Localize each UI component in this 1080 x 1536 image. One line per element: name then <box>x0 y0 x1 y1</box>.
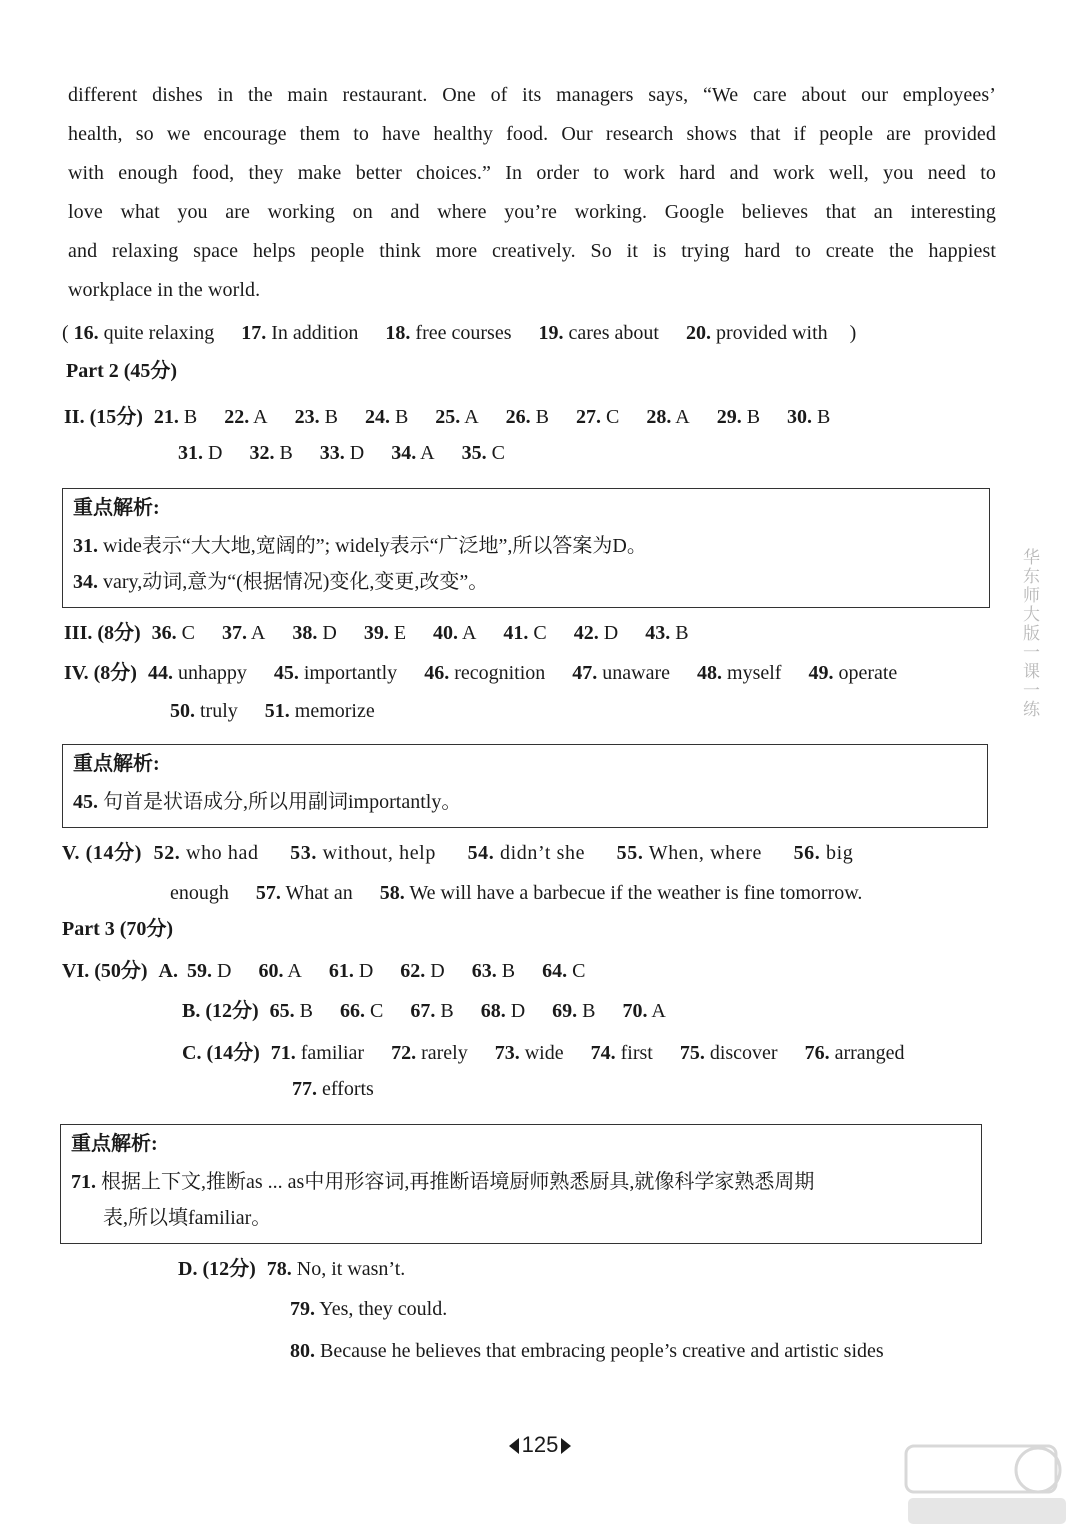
answer-item: 63. B <box>471 960 516 982</box>
answer-item: 77. efforts <box>292 1078 374 1100</box>
answer-item: 19. cares about <box>538 322 659 344</box>
page-number: 125 <box>0 1432 1080 1458</box>
passage-line: health, so we encourage them to have healthy food. Our research shows that if people are provided <box>68 123 996 145</box>
continued-text: enough <box>170 882 229 904</box>
passage-line: workplace in the world. <box>68 279 261 301</box>
answer-item: 75. discover <box>679 1042 778 1064</box>
answer-item: 79. Yes, they could. <box>290 1298 448 1320</box>
section-label: IV. (8分) <box>64 662 137 684</box>
subsection-label: C. (14分) <box>182 1042 260 1064</box>
answer-item: 56. big <box>793 842 854 864</box>
answer-item: 20. provided with <box>686 322 828 344</box>
answer-item: 55. When, where <box>616 842 762 864</box>
section-vi-a <box>62 958 585 984</box>
section-label: V. (14分) <box>62 842 142 864</box>
answer-item: 61. D <box>328 960 374 982</box>
answer-item: 74. first <box>590 1042 653 1064</box>
section-label: III. (8分) <box>64 622 141 644</box>
answer-item: 30. B <box>787 406 831 428</box>
answer-item: 57. What an <box>255 882 353 904</box>
answer-item: 42. D <box>573 622 619 644</box>
answer-item: 17. In addition <box>241 322 359 344</box>
answer-item: 35. C <box>461 442 505 464</box>
answer-item: 53. without, help <box>290 842 436 864</box>
section-v-row2 <box>170 880 862 906</box>
answer-item: 29. B <box>716 406 761 428</box>
answer-item: 80. Because he believes that embracing people’s creative and artistic sides <box>290 1340 884 1362</box>
section-label: VI. (50分) <box>62 960 148 982</box>
answer-item: 64. C <box>542 960 586 982</box>
answer-item: 31. D <box>178 442 223 464</box>
answer-item: 41. C <box>503 622 547 644</box>
answer-item: 39. E <box>363 622 407 644</box>
answer-item: 54. didn’t she <box>467 842 586 864</box>
answer-item: 18. free courses <box>385 322 512 344</box>
answer-item: 27. C <box>575 406 620 428</box>
section-vi-b <box>182 998 666 1024</box>
passage-line: different dishes in the main restaurant. One of its managers says, “We care about our employees’ <box>68 84 996 106</box>
answer-item: 62. D <box>400 960 445 982</box>
answer-item: 69. B <box>552 1000 596 1022</box>
answer-item: 47. unaware <box>572 662 671 684</box>
watermark-logo-icon <box>902 1440 1072 1528</box>
answer-item: 16. quite relaxing <box>73 322 215 344</box>
section-vi-c-row2 <box>292 1076 374 1102</box>
analysis-box <box>62 744 988 828</box>
section-vi-d-row3 <box>290 1338 884 1364</box>
analysis-heading: 重点解析: <box>73 497 160 519</box>
answer-item: 48. myself <box>697 662 782 684</box>
passage-line: love what you are working on and where you’re working. Google believes that an interesting <box>68 201 996 223</box>
answer-item: 66. C <box>340 1000 384 1022</box>
section-label: II. (15分) <box>64 406 143 428</box>
answer-item: 45. importantly <box>273 662 398 684</box>
section-ii-row1 <box>64 404 830 430</box>
answer-item: 43. B <box>645 622 689 644</box>
analysis-heading: 重点解析: <box>73 753 160 775</box>
answer-item: 67. B <box>410 1000 454 1022</box>
answer-item: 44. unhappy <box>147 662 247 684</box>
answer-item: 78. No, it wasn’t. <box>266 1258 406 1280</box>
section-iv-row2 <box>170 698 375 724</box>
answer-item: 46. recognition <box>424 662 546 684</box>
answer-item: 71. familiar <box>270 1042 365 1064</box>
section-v-row1 <box>62 840 853 866</box>
answer-item: 32. B <box>249 442 293 464</box>
answer-item: 26. B <box>505 406 549 428</box>
section-iii <box>64 620 689 646</box>
answer-item: 76. arranged <box>804 1042 905 1064</box>
passage-line: and relaxing space helps people think more creatively. So it is trying hard to create the happiest <box>68 240 996 262</box>
subsection-label: B. (12分) <box>182 1000 259 1022</box>
right-triangle-icon <box>561 1438 571 1454</box>
passage-line: with enough food, they make better choices.” In order to work hard and work well, you need to <box>68 162 996 184</box>
section-iv-row1 <box>64 660 897 686</box>
section-vi-c-row1 <box>182 1040 905 1066</box>
analysis-box <box>60 1124 982 1244</box>
answer-item: 40. A <box>433 622 477 644</box>
section-ii-row2 <box>178 440 505 466</box>
section-vi-d-row1 <box>178 1256 405 1282</box>
answer-item: 72. rarely <box>391 1042 468 1064</box>
answer-item: 58. We will have a barbecue if the weather is fine tomorrow. <box>379 882 863 904</box>
subsection-label: A. <box>158 960 178 982</box>
analysis-line: 表,所以填familiar。 <box>103 1207 272 1229</box>
answer-item: 73. wide <box>494 1042 564 1064</box>
passage <box>68 76 996 310</box>
answer-item: 37. A <box>222 622 266 644</box>
answer-item: 22. A <box>224 406 268 428</box>
answer-item: 33. D <box>319 442 365 464</box>
answer-item: 36. C <box>151 622 196 644</box>
paren-open: ( <box>62 322 69 344</box>
answer-item: 65. B <box>269 1000 314 1022</box>
part3-heading: Part 3 (70分) <box>62 918 174 940</box>
answer-item: 38. D <box>292 622 337 644</box>
answer-item: 49. operate <box>808 662 898 684</box>
answer-item: 68. D <box>480 1000 526 1022</box>
analysis-heading: 重点解析: <box>71 1133 158 1155</box>
paren-close: ) <box>849 322 857 344</box>
answer-item: 52. who had <box>153 842 259 864</box>
answer-item: 70. A <box>622 1000 666 1022</box>
analysis-line: 45. 句首是状语成分,所以用副词importantly。 <box>73 791 462 813</box>
analysis-line: 71. 根据上下文,推断as ... as中用形容词,再推断语境厨师熟悉厨具,就像科学家熟悉周期 <box>71 1171 815 1193</box>
answer-item: 23. B <box>294 406 338 428</box>
subsection-label: D. (12分) <box>178 1258 256 1280</box>
answer-item: 50. truly <box>170 700 238 722</box>
section-vi-d-row2 <box>290 1296 447 1322</box>
answer-item: 51. memorize <box>264 700 375 722</box>
left-triangle-icon <box>509 1438 519 1454</box>
part2-heading: Part 2 (45分) <box>66 360 178 382</box>
analysis-line: 31. wide表示“大大地,宽阔的”; widely表示“广泛地”,所以答案为D。 <box>73 535 647 557</box>
answer-item: 60. A <box>258 960 302 982</box>
answers-16-20 <box>62 320 856 346</box>
answer-item: 21. B <box>153 406 198 428</box>
analysis-line: 34. vary,动词,意为“(根据情况)变化,变更,改变”。 <box>73 571 489 593</box>
answer-item: 59. D <box>187 960 232 982</box>
answer-item: 24. B <box>364 406 409 428</box>
answer-item: 34. A <box>391 442 435 464</box>
analysis-box <box>62 488 990 608</box>
side-book-title: 华东师大版一课一练 <box>1019 548 1039 719</box>
answer-item: 28. A <box>646 406 690 428</box>
answer-item: 25. A <box>435 406 479 428</box>
